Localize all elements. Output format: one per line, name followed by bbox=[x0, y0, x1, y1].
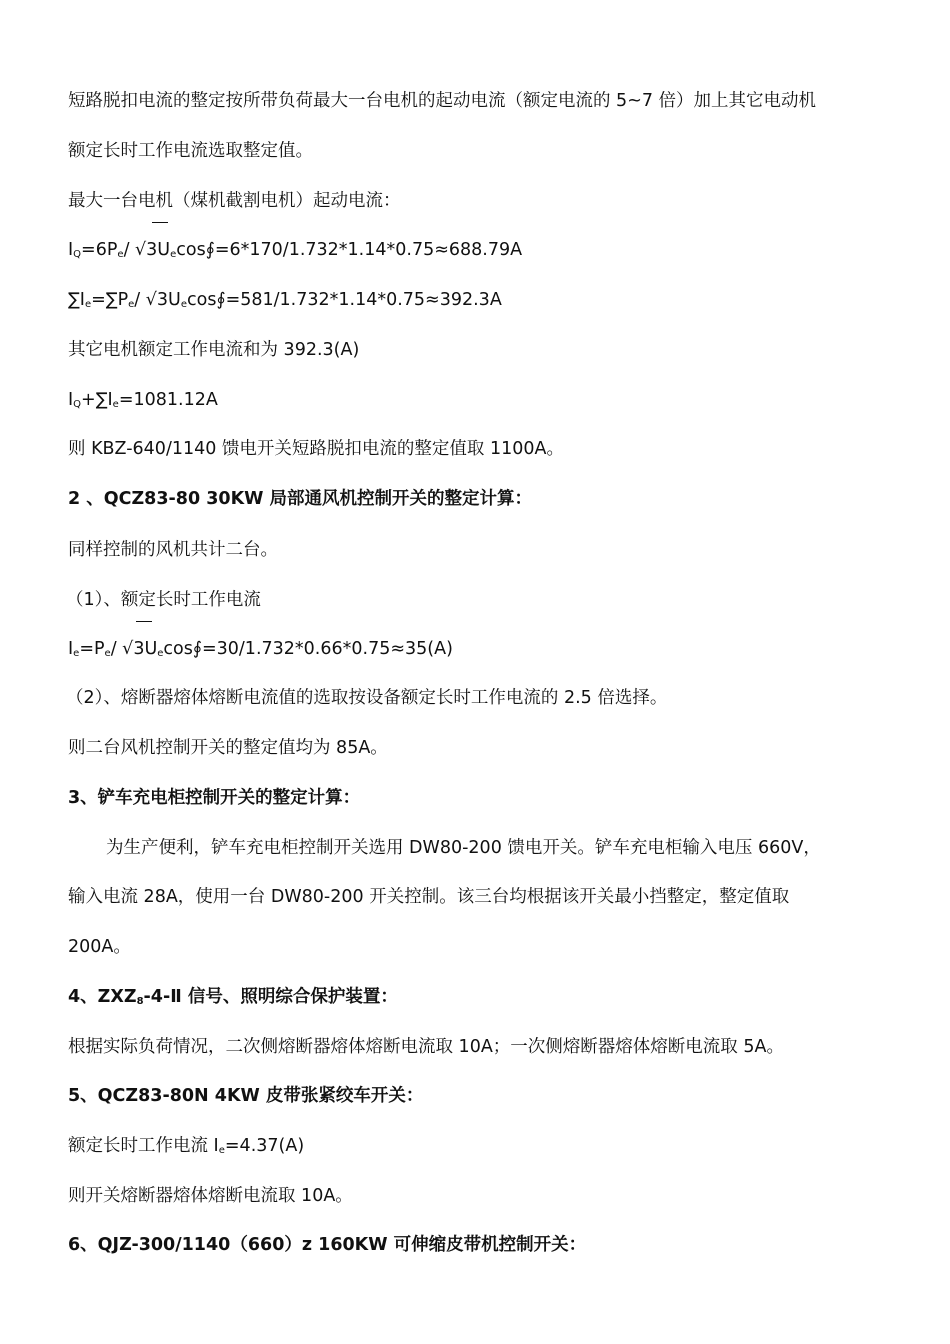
formula-subscript: e bbox=[73, 648, 80, 659]
heading-text: 4、ZXZ bbox=[68, 987, 137, 1007]
paragraph-text: =4.37(A) bbox=[224, 1136, 305, 1156]
formula-overbar bbox=[136, 621, 152, 622]
formula-subscript: e bbox=[180, 299, 187, 310]
paragraph-line-14: 则二台风机控制开关的整定值均为 85A。 bbox=[68, 738, 388, 758]
formula-text: +∑I bbox=[81, 390, 113, 410]
paragraph-line-22 bbox=[68, 1134, 304, 1158]
paragraph-line-20: 根据实际负荷情况，二次侧熔断器熔体熔断电流取 10A；一次侧熔断器熔体熔断电流取 5A。 bbox=[68, 1037, 784, 1057]
paragraph-line-17: 输入电流 28A，使用一台 DW80-200 开关控制。该三台均根据该开关最小挡整定，整定值取 bbox=[68, 887, 790, 907]
formula-rated-current bbox=[68, 637, 453, 661]
paragraph-line-1: 短路脱扣电流的整定按所带负荷最大一台电机的起动电流（额定电流的 5~7 倍）加上其它电动机 bbox=[68, 91, 817, 111]
section-heading-2: 2 、QCZ83-80 30KW 局部通风机控制开关的整定计算： bbox=[68, 489, 533, 509]
formula-startup-current bbox=[68, 238, 522, 262]
formula-text: I bbox=[68, 390, 74, 410]
paragraph-line-3: 最大一台电机（煤机截割电机）起动电流： bbox=[68, 191, 401, 211]
section-heading-6: 6、QJZ-300/1140（660）z 160KW 可伸缩皮带机控制开关： bbox=[68, 1235, 587, 1255]
formula-subscript: e bbox=[112, 399, 119, 410]
paragraph-text: 额定长时工作电流 I bbox=[68, 1136, 219, 1156]
paragraph-line-6: 其它电机额定工作电流和为 392.3(A) bbox=[68, 340, 360, 360]
formula-text: I bbox=[68, 639, 74, 659]
formula-subscript: e bbox=[170, 249, 177, 260]
section-heading-4 bbox=[68, 985, 398, 1009]
formula-subscript: e bbox=[104, 648, 111, 659]
formula-text: ∑I bbox=[68, 290, 85, 310]
formula-subscript: e bbox=[117, 249, 124, 260]
paragraph-line-8: 则 KBZ-640/1140 馈电开关短路脱扣电流的整定值取 1100A。 bbox=[68, 439, 565, 459]
formula-text: cos∮=6*170/1.732*1.14*0.75≈688.79A bbox=[176, 240, 523, 260]
paragraph-line-23: 则开关熔断器熔体熔断电流取 10A。 bbox=[68, 1186, 353, 1206]
formula-text: cos∮=581/1.732*1.14*0.75≈392.3A bbox=[187, 290, 502, 310]
paragraph-line-2: 额定长时工作电流选取整定值。 bbox=[68, 141, 313, 161]
formula-text: / √3U bbox=[110, 639, 158, 659]
formula-text: =∑P bbox=[91, 290, 129, 310]
paragraph-line-16: 为生产便利，铲车充电柜控制开关选用 DW80-200 馈电开关。铲车充电柜输入电压 660V， bbox=[106, 838, 821, 858]
section-heading-5: 5、QCZ83-80N 4KW 皮带张紧绞车开关： bbox=[68, 1086, 424, 1106]
paragraph-line-10: 同样控制的风机共计二台。 bbox=[68, 540, 278, 560]
heading-subscript: 8 bbox=[136, 996, 144, 1007]
formula-text: cos∮=30/1.732*0.66*0.75≈35(A) bbox=[163, 639, 453, 659]
formula-text: I bbox=[68, 240, 74, 260]
formula-text: =P bbox=[79, 639, 105, 659]
heading-text: -4-Ⅱ 信号、照明综合保护装置： bbox=[143, 987, 398, 1007]
formula-total-current bbox=[68, 388, 218, 412]
formula-text: / √3U bbox=[123, 240, 171, 260]
formula-subscript: Q bbox=[73, 249, 82, 260]
formula-text: / √3U bbox=[134, 290, 181, 310]
formula-subscript: e bbox=[157, 648, 164, 659]
formula-subscript: e bbox=[128, 299, 135, 310]
formula-text: =1081.12A bbox=[118, 390, 218, 410]
paragraph-subscript: e bbox=[218, 1145, 225, 1156]
formula-sum-current bbox=[68, 288, 502, 312]
formula-text: =6P bbox=[81, 240, 118, 260]
formula-subscript: e bbox=[84, 299, 92, 310]
paragraph-line-18: 200A。 bbox=[68, 937, 131, 957]
paragraph-line-13: （2）、熔断器熔体熔断电流值的选取按设备额定长时工作电流的 2.5 倍选择。 bbox=[66, 688, 668, 708]
paragraph-line-11: （1）、额定长时工作电流 bbox=[66, 590, 261, 610]
formula-overbar bbox=[152, 222, 168, 223]
formula-subscript: Q bbox=[73, 399, 82, 410]
section-heading-3: 3、铲车充电柜控制开关的整定计算： bbox=[68, 788, 361, 808]
